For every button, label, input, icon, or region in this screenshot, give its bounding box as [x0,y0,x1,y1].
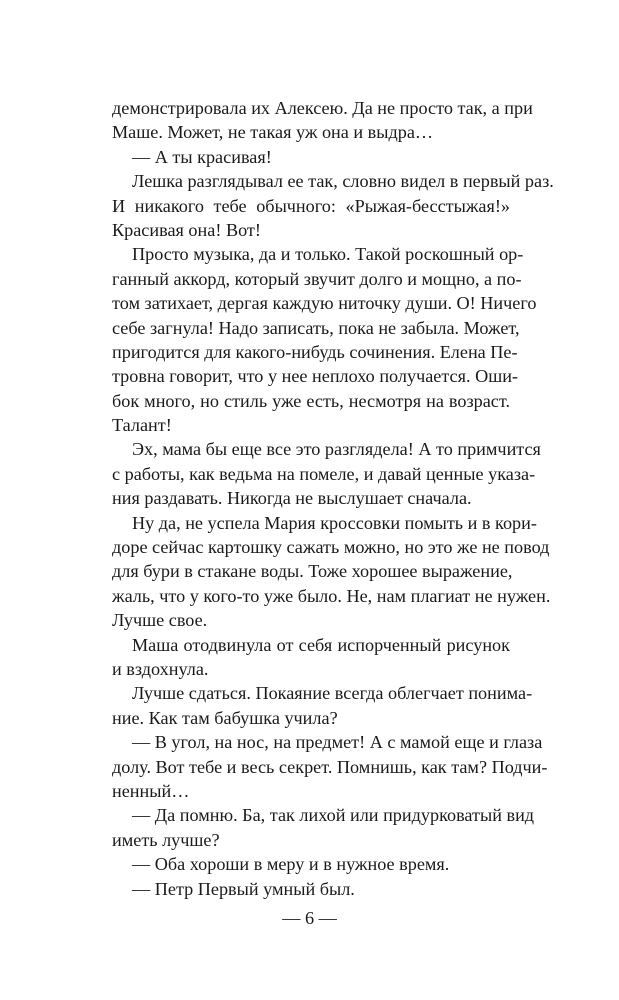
text-line: с работы, как ведьма на помеле, и давай ценные указа- [112,463,536,484]
text-line: — А ты красивая! [132,146,272,167]
text-line: Лучше сдаться. Покаяние всегда облегчает понима- [132,683,533,704]
text-line: ганный аккорд, который звучит долго и мощно, а по- [112,268,522,289]
text-line: И никакого тебе обычного: «Рыжая-бесстыжая!» [112,195,510,216]
text-line: ние. Как там бабушка учила? [112,707,338,728]
text-line: и вздохнула. [112,658,209,679]
text-line: ния раздавать. Никогда не выслушает сначала. [112,488,472,509]
text-line: Лучше свое. [112,610,208,631]
text-line: Талант! [112,415,172,436]
text-line: — Да помню. Ба, так лихой или придурковатый вид [132,805,535,826]
text-line: — Петр Первый умный был. [132,878,355,899]
text-line: долу. Вот тебе и весь секрет. Помнишь, как там? Подчи- [112,756,548,777]
text-line: Маше. Может, не такая уж она и выдра… [112,122,434,143]
text-line: — Оба хороши в меру и в нужное время. [132,854,450,875]
text-line: пригодится для какого-нибудь сочинения. Елена Пе- [112,341,518,362]
text-line: иметь лучше? [112,829,220,850]
text-line: для бури в стакане воды. Тоже хорошее выражение, [112,561,513,582]
text-line: жаль, что у кого-то уже было. Не, нам плагиат не нужен. [112,585,551,606]
text-line: демонстрировала их Алексею. Да не просто так, а при [112,98,533,118]
text-line: Просто музыка, да и только. Такой роскошный ор- [132,244,524,265]
text-line: Маша отодвинула от себя испорченный рисунок [132,634,510,655]
page-body [112,96,554,901]
text-line: — В угол, на нос, на предмет! А с мамой еще и глаза [132,732,543,753]
text-line: том затихает, дергая каждую ниточку души. О! Ничего [112,293,537,314]
text-line: Красивая она! Вот! [112,219,261,240]
text-line: Ну да, не успела Мария кроссовки помыть и в кори- [132,512,537,533]
text-line: себе загнула! Надо записать, пока не забыла. Может, [112,317,520,338]
text-line: Лешка разглядывал ее так, словно видел в первый раз. [132,171,554,192]
text-line: тровна говорит, что у нее неплохо получается. Оши- [112,366,518,387]
text-line: бок много, но стиль уже есть, несмотря на возраст. [112,390,510,411]
page-number: — 6 — [282,908,337,928]
text-line: ненный… [112,780,190,801]
text-line: доре сейчас картошку сажать можно, но это же не повод [112,537,550,558]
text-line: Эх, мама бы еще все это разглядела! А то примчится [132,439,541,460]
